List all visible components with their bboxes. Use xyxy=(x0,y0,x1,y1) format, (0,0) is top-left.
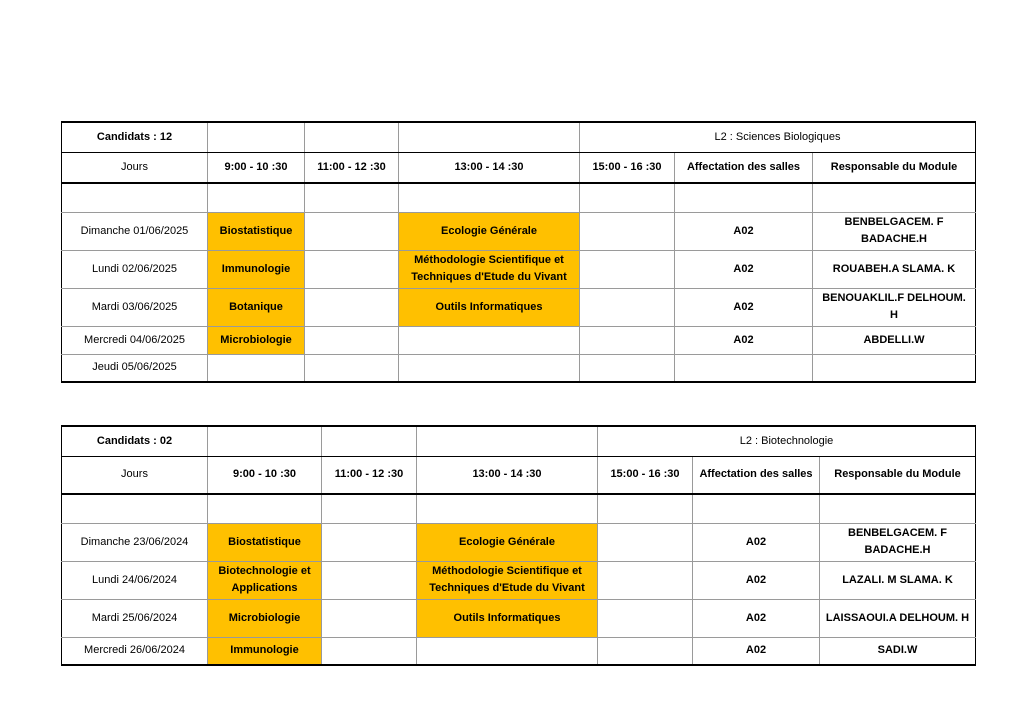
header-slot-4: 15:00 - 16 :30 xyxy=(580,152,675,183)
header-slot-2: 11:00 - 12 :30 xyxy=(305,152,399,183)
table-row: Mardi 03/06/2025 Botanique Outils Informatiques A02 BENOUAKLIL.F DELHOUM. H xyxy=(62,288,976,326)
spacer-row xyxy=(62,183,976,212)
candidats-count: Candidats : 12 xyxy=(62,122,208,152)
table-row: Mercredi 26/06/2024 Immunologie A02 SADI.W xyxy=(62,637,976,665)
exam-cell: Biostatistique xyxy=(208,212,305,250)
header-slot-1: 9:00 - 10 :30 xyxy=(208,152,305,183)
exam-cell: Méthodologie Scientifique et Techniques d'Etude du Vivant xyxy=(399,250,580,288)
table-row: Mardi 25/06/2024 Microbiologie Outils Informatiques A02 LAISSAOUI.A DELHOUM. H xyxy=(62,599,976,637)
table-row: Dimanche 23/06/2024 Biostatistique Ecologie Générale A02 BENBELGACEM. F BADACHE.H xyxy=(62,523,976,561)
table-row: Lundi 24/06/2024 Biotechnologie et Applications Méthodologie Scientifique et Techniques d'Etude du Vivant A02 LAZALI. M SLAMA. K xyxy=(62,561,976,599)
table-row: Jeudi 05/06/2025 xyxy=(62,354,976,382)
header-slot-3: 13:00 - 14 :30 xyxy=(417,456,598,494)
schedule-table-sciences-biologiques xyxy=(61,121,976,383)
header-slot-2: 11:00 - 12 :30 xyxy=(322,456,417,494)
exam-cell: Immunologie xyxy=(208,250,305,288)
exam-cell: Ecologie Générale xyxy=(417,523,598,561)
section-title: L2 : Sciences Biologiques xyxy=(580,122,976,152)
exam-cell: Microbiologie xyxy=(208,599,322,637)
header-responsable: Responsable du Module xyxy=(813,152,976,183)
exam-cell: Botanique xyxy=(208,288,305,326)
exam-cell: Outils Informatiques xyxy=(399,288,580,326)
table-row: Lundi 02/06/2025 Immunologie Méthodologie Scientifique et Techniques d'Etude du Vivant A02 ROUABEH.A SLAMA. K xyxy=(62,250,976,288)
header-slot-1: 9:00 - 10 :30 xyxy=(208,456,322,494)
candidats-count: Candidats : 02 xyxy=(62,426,208,456)
header-jours: Jours xyxy=(62,456,208,494)
exam-cell: Biostatistique xyxy=(208,523,322,561)
header-responsable: Responsable du Module xyxy=(820,456,976,494)
exam-cell: Biotechnologie et Applications xyxy=(208,561,322,599)
header-salles: Affectation des salles xyxy=(675,152,813,183)
schedule-table-biotechnologie xyxy=(61,425,976,666)
exam-cell: Ecologie Générale xyxy=(399,212,580,250)
header-jours: Jours xyxy=(62,152,208,183)
exam-cell: Outils Informatiques xyxy=(417,599,598,637)
header-slot-3: 13:00 - 14 :30 xyxy=(399,152,580,183)
header-slot-4: 15:00 - 16 :30 xyxy=(598,456,693,494)
exam-cell: Microbiologie xyxy=(208,326,305,354)
header-salles: Affectation des salles xyxy=(693,456,820,494)
exam-cell: Immunologie xyxy=(208,637,322,665)
section-title: L2 : Biotechnologie xyxy=(598,426,976,456)
exam-cell: Méthodologie Scientifique et Techniques d'Etude du Vivant xyxy=(417,561,598,599)
table-row: Mercredi 04/06/2025 Microbiologie A02 ABDELLI.W xyxy=(62,326,976,354)
table-row: Dimanche 01/06/2025 Biostatistique Ecologie Générale A02 BENBELGACEM. F BADACHE.H xyxy=(62,212,976,250)
spacer-row xyxy=(62,494,976,523)
